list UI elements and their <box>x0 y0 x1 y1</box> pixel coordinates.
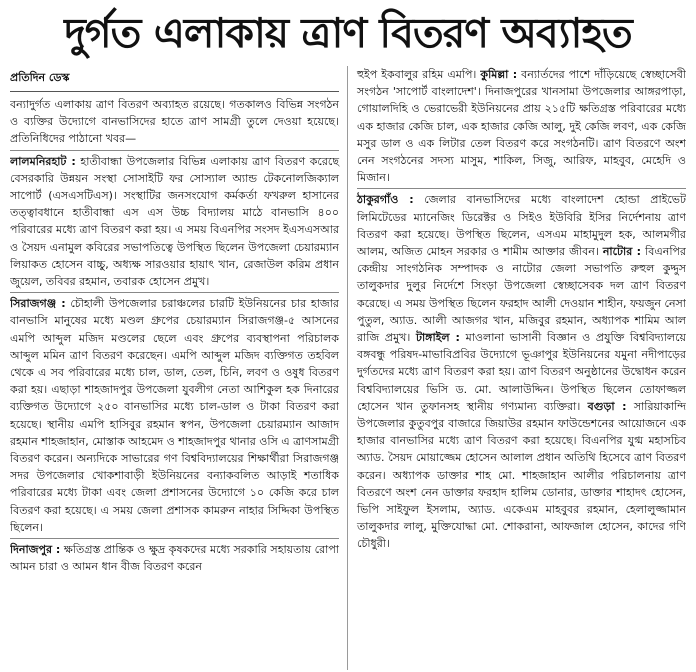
place-label: লালমনিরহাট : <box>10 154 76 168</box>
section-text: জেলার বানভাসিদের মধ্যে বাংলাদেশ হোন্ডা প্রাইভেট লিমিটেডের ম্যানেজিং ডিরেক্টর ও সিইও ইউবিরি ইসির নির্দেশনায় ত্রাণ বিতরণ করা হয়েছে। উপস্থিত ছিলেন, এসএম মাহামুদুল হক, আলমগীর আলম, অজিত মোহন সরকার ও শামীম আক্তার জীবন। <box>357 193 686 259</box>
place-label: সিরাজগঞ্জ : <box>10 297 66 311</box>
place-label: কুমিল্লা : <box>480 68 518 81</box>
article-body <box>10 66 686 670</box>
section-text: সারিয়াকান্দি উপজেলার কুতুবপুর বাজারে জিয়াউর রহমান ফাউন্ডেশনের আয়োজনে এক হাজার বানভাসির মধ্যে ত্রাণ বিতরণ করা হয়েছে। বিএনপির যুগ্ম মহাসচিব অ্যাড. সৈয়দ মোয়াজ্জেম হোসেন আলাল প্রধান অতিথি হিসেবে ত্রাণ বিতরণ করেন। অধ্যাপক ডাক্তার শাহ মো. শাহজাহান আলীর পরিচালনায় ত্রাণ বিতরণে অংশ নেন ডাক্তার ফরহাদ হালিম ডোনার, ডাক্তার শাহাদৎ হোসেন, ভিপি সাইফুল ইসলাম, অ্যাড. একেএম মাহবুবর রহমান, হেলালুজ্জামান তালুকদার লালু, মুক্তিযোদ্ধা মো. শোকরানা, আফজাল হোসেন, কাদের গণি চৌধুরী। <box>357 399 686 551</box>
place-label: টাঙ্গাইল : <box>416 331 460 345</box>
place-label: দিনাজপুর : <box>10 543 61 557</box>
section-text: হাতীবান্ধা উপজেলার বিভিন্ন এলাকায় ত্রাণ বিতরণ করেছে বেসরকারি উন্নয়ন সংস্থা সোসাইটি ফর সোস্যাল অ্যান্ড টেকনোলজিক্যাল সাপোর্ট (এসএসটিএস)। সংস্থাটির জনসংযোগ কর্মকর্তা ফখরুল হাসানের তত্ত্বাবধানে হাতীবান্ধা এস এস উচ্চ বিদ্যালয় মাঠে বানভাসি ৪০০ পরিবারের মধ্যে ত্রাণ বিতরণ করা হয়। এ সময় বিএনপির সংসদ ইএসএসআর ও সৈয়দ এনামুল কবিরের সভাপতিত্বে উপস্থিত ছিলেন উপজেলা চেয়ারম্যান লিয়াকত হোসেন বাচ্চু, অধ্যক্ষ সারওয়ার হায়াৎ খান, রেজাউল করিম প্রধান জুয়েল, তবিবর রহমান, তবারক হোসেন প্রমুখ। <box>10 154 339 289</box>
left-column <box>10 66 348 670</box>
section-text: চৌহালী উপজেলার চরাঞ্চলের চারটি ইউনিয়নের চার হাজার বানভাসি মানুষের মধ্যে মণ্ডল গ্রুপের চেয়ারম্যান সিরাজগঞ্জ-৫ আসনের এমপি আব্দুল মজিদ মণ্ডলের ছেলে এবং গ্রুপের ব্যবস্থাপনা পরিচালক আব্দুল মমিন ত্রাণ বিতরণ করেছেন। এমপি আব্দুল মজিদ ব্যক্তিগত তহবিল থেকে এ সব পরিবারের মধ্যে চাল, ডাল, তেল, চিনি, লবণ ও ওষুধ বিতরণ করা হয়। এছাড়া শাহজাদপুর উপজেলা যুবলীগ নেতা আশিকুল হক দিনারের ব্যক্তিগত উদ্যোগে ২৫০ বানভাসির মধ্যে চাল-ডাল ও টাকা বিতরণ করা হয়েছে। স্থানীয় এমপি হাসিবুর রহমান স্বপন, উপজেলা চেয়ারম্যান আজাদ রহমান শাহজাহান, মোস্তাক আহমেদ ও শাহজাদপুর থানার ওসি এ ত্রাণসামগ্রী বিতরণ করেন। অন্যদিকে সাভারের গণ বিশ্ববিদ্যালয়ের শিক্ষার্থীরা সিরাজগঞ্জ সদর উপজেলার খোকশাবাড়ী ইউনিয়নের বন্যাকবলিত আড়াই শতাধিক পরিবারের মধ্যে টাকা এবং জেলা প্রশাসনের উদ্যোগে ১০ কেজি করে চাল বিতরণ করা হয়েছে। এ সময় জেলা প্রশাসক কামরুন নাহার সিদ্দিকা উপস্থিত ছিলেন। <box>10 297 339 534</box>
place-label: বগুড়া : <box>587 399 627 413</box>
section-thakurgaon <box>357 191 686 552</box>
section-text: বন্যার্তদের পাশে দাঁড়িয়েছে স্বেচ্ছাসেবী সংগঠন 'সাপোর্ট বাংলাদেশ'। দিনাজপুরের খানসামা উপজেলার আঙ্গরপাড়া, গোয়ালদিহি ও ভেরাভেরী ইউনিয়নের প্রায় ২১৫টি ক্ষতিগ্রস্ত পরিবারের মধ্যে এক হাজার কেজি চাল, এক হাজার কেজি আলু, দুই কেজি লবণ, এক কেজি মসুর ডাল ও এক লিটার তেল বিতরণ করে সংগঠনটি। ত্রাণ বিতরণে অংশ নেন সংগঠনের সদস্য মাসুম, শাকিল, সিজু, আরিফ, মাহবুব, মেহেদি ও মিজান। <box>357 68 686 185</box>
intro-paragraph <box>10 96 339 148</box>
place-label: নাটোর : <box>602 245 642 259</box>
section-continued <box>357 66 686 186</box>
section-dinajpur <box>10 541 339 575</box>
section-divider <box>357 188 686 189</box>
section-text: মাওলানা ভাসানী বিজ্ঞান ও প্রযুক্তি বিশ্ববিদ্যালয়ে বঙ্গবন্ধু পরিষদ-মাভাবিপ্রবির উদ্যোগে ভূঞাপুর ইউনিয়নের যমুনা নদীপাড়ের দুর্গতদের মধ্যে ত্রাণ বিতরণ করা হয়। ত্রাণ বিতরণ অনুষ্ঠানের উদ্বোধন করেন বিশ্ববিদ্যালয়ের ভিসি ড. মো. আলাউদ্দিন। উপস্থিত ছিলেন তোফাজ্জল হোসেন খান তুফানসহ স্থানীয় গণ্যমান্য ব্যক্তিরা। <box>357 331 686 413</box>
section-divider <box>10 292 339 293</box>
place-label: ঠাকুরগাঁও : <box>357 193 414 207</box>
section-divider <box>10 538 339 539</box>
section-text: হুইপ ইকবালুর রহিম এমপি। <box>357 68 477 81</box>
intro-text: বন্যাদুর্গত এলাকায় ত্রাণ বিতরণ অব্যাহত রয়েছে। গতকালও বিভিন্ন সংগঠন ও ব্যক্তির উদ্যোগে বানভাসিদের হাতে ত্রাণ সামগ্রী তুলে দেওয়া হয়েছে। প্রতিনিধিদের পাঠানো খবর— <box>10 98 339 146</box>
section-lalmonirhat <box>10 153 339 291</box>
section-divider <box>10 150 339 151</box>
section-sirajganj <box>10 295 339 536</box>
section-text: বিএনপির কেন্দ্রীয় সাংগঠনিক সম্পাদক ও নাটোর জেলা সভাপতি রুহুল কুদ্দুস তালুকদার দুলুর নির্দেশে সিংড়া উপজেলা স্বেচ্ছাসেবক দল ত্রাণ বিতরণ করেছে। এ সময় উপস্থিত ছিলেন ফরহাদ আলী দেওয়ান শাহীন, ফয়জুন নেসা পুতুল, অ্যাড. আলী আজগর খান, মজিবুর রহমান, অধ্যাপক শামিম আল রাজি প্রমুখ। <box>357 245 686 345</box>
right-column <box>348 66 686 670</box>
section-text: ক্ষতিগ্রস্ত প্রান্তিক ও ক্ষুদ্র কৃষকদের মধ্যে সরকারি সহায়তায় রোপা আমন চারা ও আমন ধান বীজ বিতরণ করেন <box>10 543 339 574</box>
headline: দুর্গত এলাকায় ত্রাণ বিতরণ অব্যাহত <box>64 9 632 57</box>
byline: প্রতিদিন ডেস্ক <box>10 69 339 92</box>
